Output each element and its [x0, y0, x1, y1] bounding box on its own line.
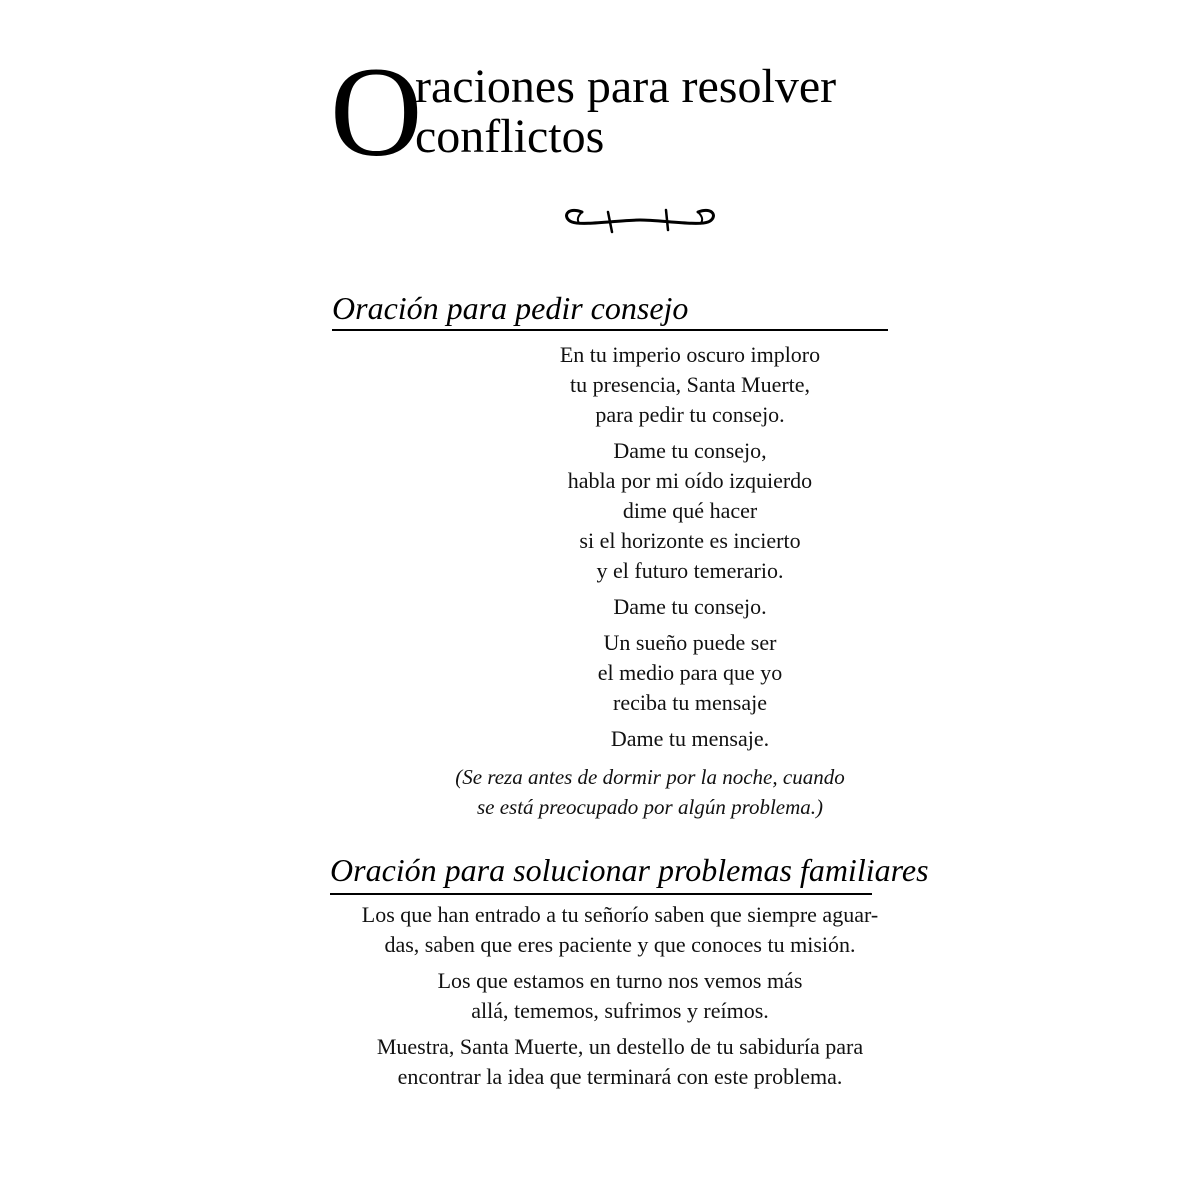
prayer-line: En tu imperio oscuro imploro [559, 342, 821, 367]
prayer-stanza [440, 724, 940, 754]
prayer-note [400, 762, 900, 822]
prayer-line: Un sueño puede ser [603, 630, 777, 655]
prayer-stanza [440, 592, 940, 622]
chapter-title-line-2: conflictos [415, 110, 605, 163]
note-line: (Se reza antes de dormir por la noche, cuando [455, 765, 845, 789]
prayer-paragraph [340, 1032, 900, 1092]
prayer-line: reciba tu mensaje [613, 690, 767, 715]
prayer-line: Muestra, Santa Muerte, un destello de tu sabiduría para [376, 1034, 864, 1059]
prayer-paragraph [340, 900, 900, 960]
section-heading-problemas-familiares: Oración para solucionar problemas familiares [330, 852, 929, 888]
prayer-line: Los que estamos en turno nos vemos más [437, 968, 803, 993]
prayer-line: allá, tememos, sufrimos y reímos. [471, 998, 769, 1023]
prayer-line: dime qué hacer [622, 498, 758, 523]
prayer-problemas-familiares [340, 900, 900, 1098]
prayer-line: Dame tu mensaje. [610, 726, 770, 751]
prayer-line: tu presencia, Santa Muerte, [569, 372, 811, 397]
note-line: se está preocupado por algún problema.) [476, 795, 824, 819]
prayer-line: y el futuro temerario. [596, 558, 784, 583]
section-rule [330, 893, 872, 895]
prayer-line: das, saben que eres paciente y que conoces tu misión. [384, 932, 856, 957]
prayer-paragraph [340, 966, 900, 1026]
prayer-pedir-consejo [440, 340, 940, 760]
prayer-line: para pedir tu consejo. [595, 402, 785, 427]
chapter-title [330, 41, 890, 183]
prayer-stanza [440, 436, 940, 586]
chapter-title-line-1: raciones para resolver [415, 60, 837, 113]
prayer-line: si el horizonte es incierto [579, 528, 801, 553]
drop-cap: O [330, 41, 423, 183]
flourish-ornament-icon [560, 196, 720, 240]
prayer-line: encontrar la idea que terminará con este problema. [397, 1064, 843, 1089]
prayer-line: Dame tu consejo, [613, 438, 767, 463]
prayer-stanza [440, 628, 940, 718]
section-heading-pedir-consejo: Oración para pedir consejo [332, 290, 689, 326]
prayer-line: Dame tu consejo. [613, 594, 767, 619]
prayer-line: el medio para que yo [597, 660, 783, 685]
prayer-stanza [440, 340, 940, 430]
prayer-line: Los que han entrado a tu señorío saben que siempre aguar- [361, 902, 879, 927]
prayer-line: habla por mi oído izquierdo [567, 468, 813, 493]
section-rule [332, 329, 888, 331]
